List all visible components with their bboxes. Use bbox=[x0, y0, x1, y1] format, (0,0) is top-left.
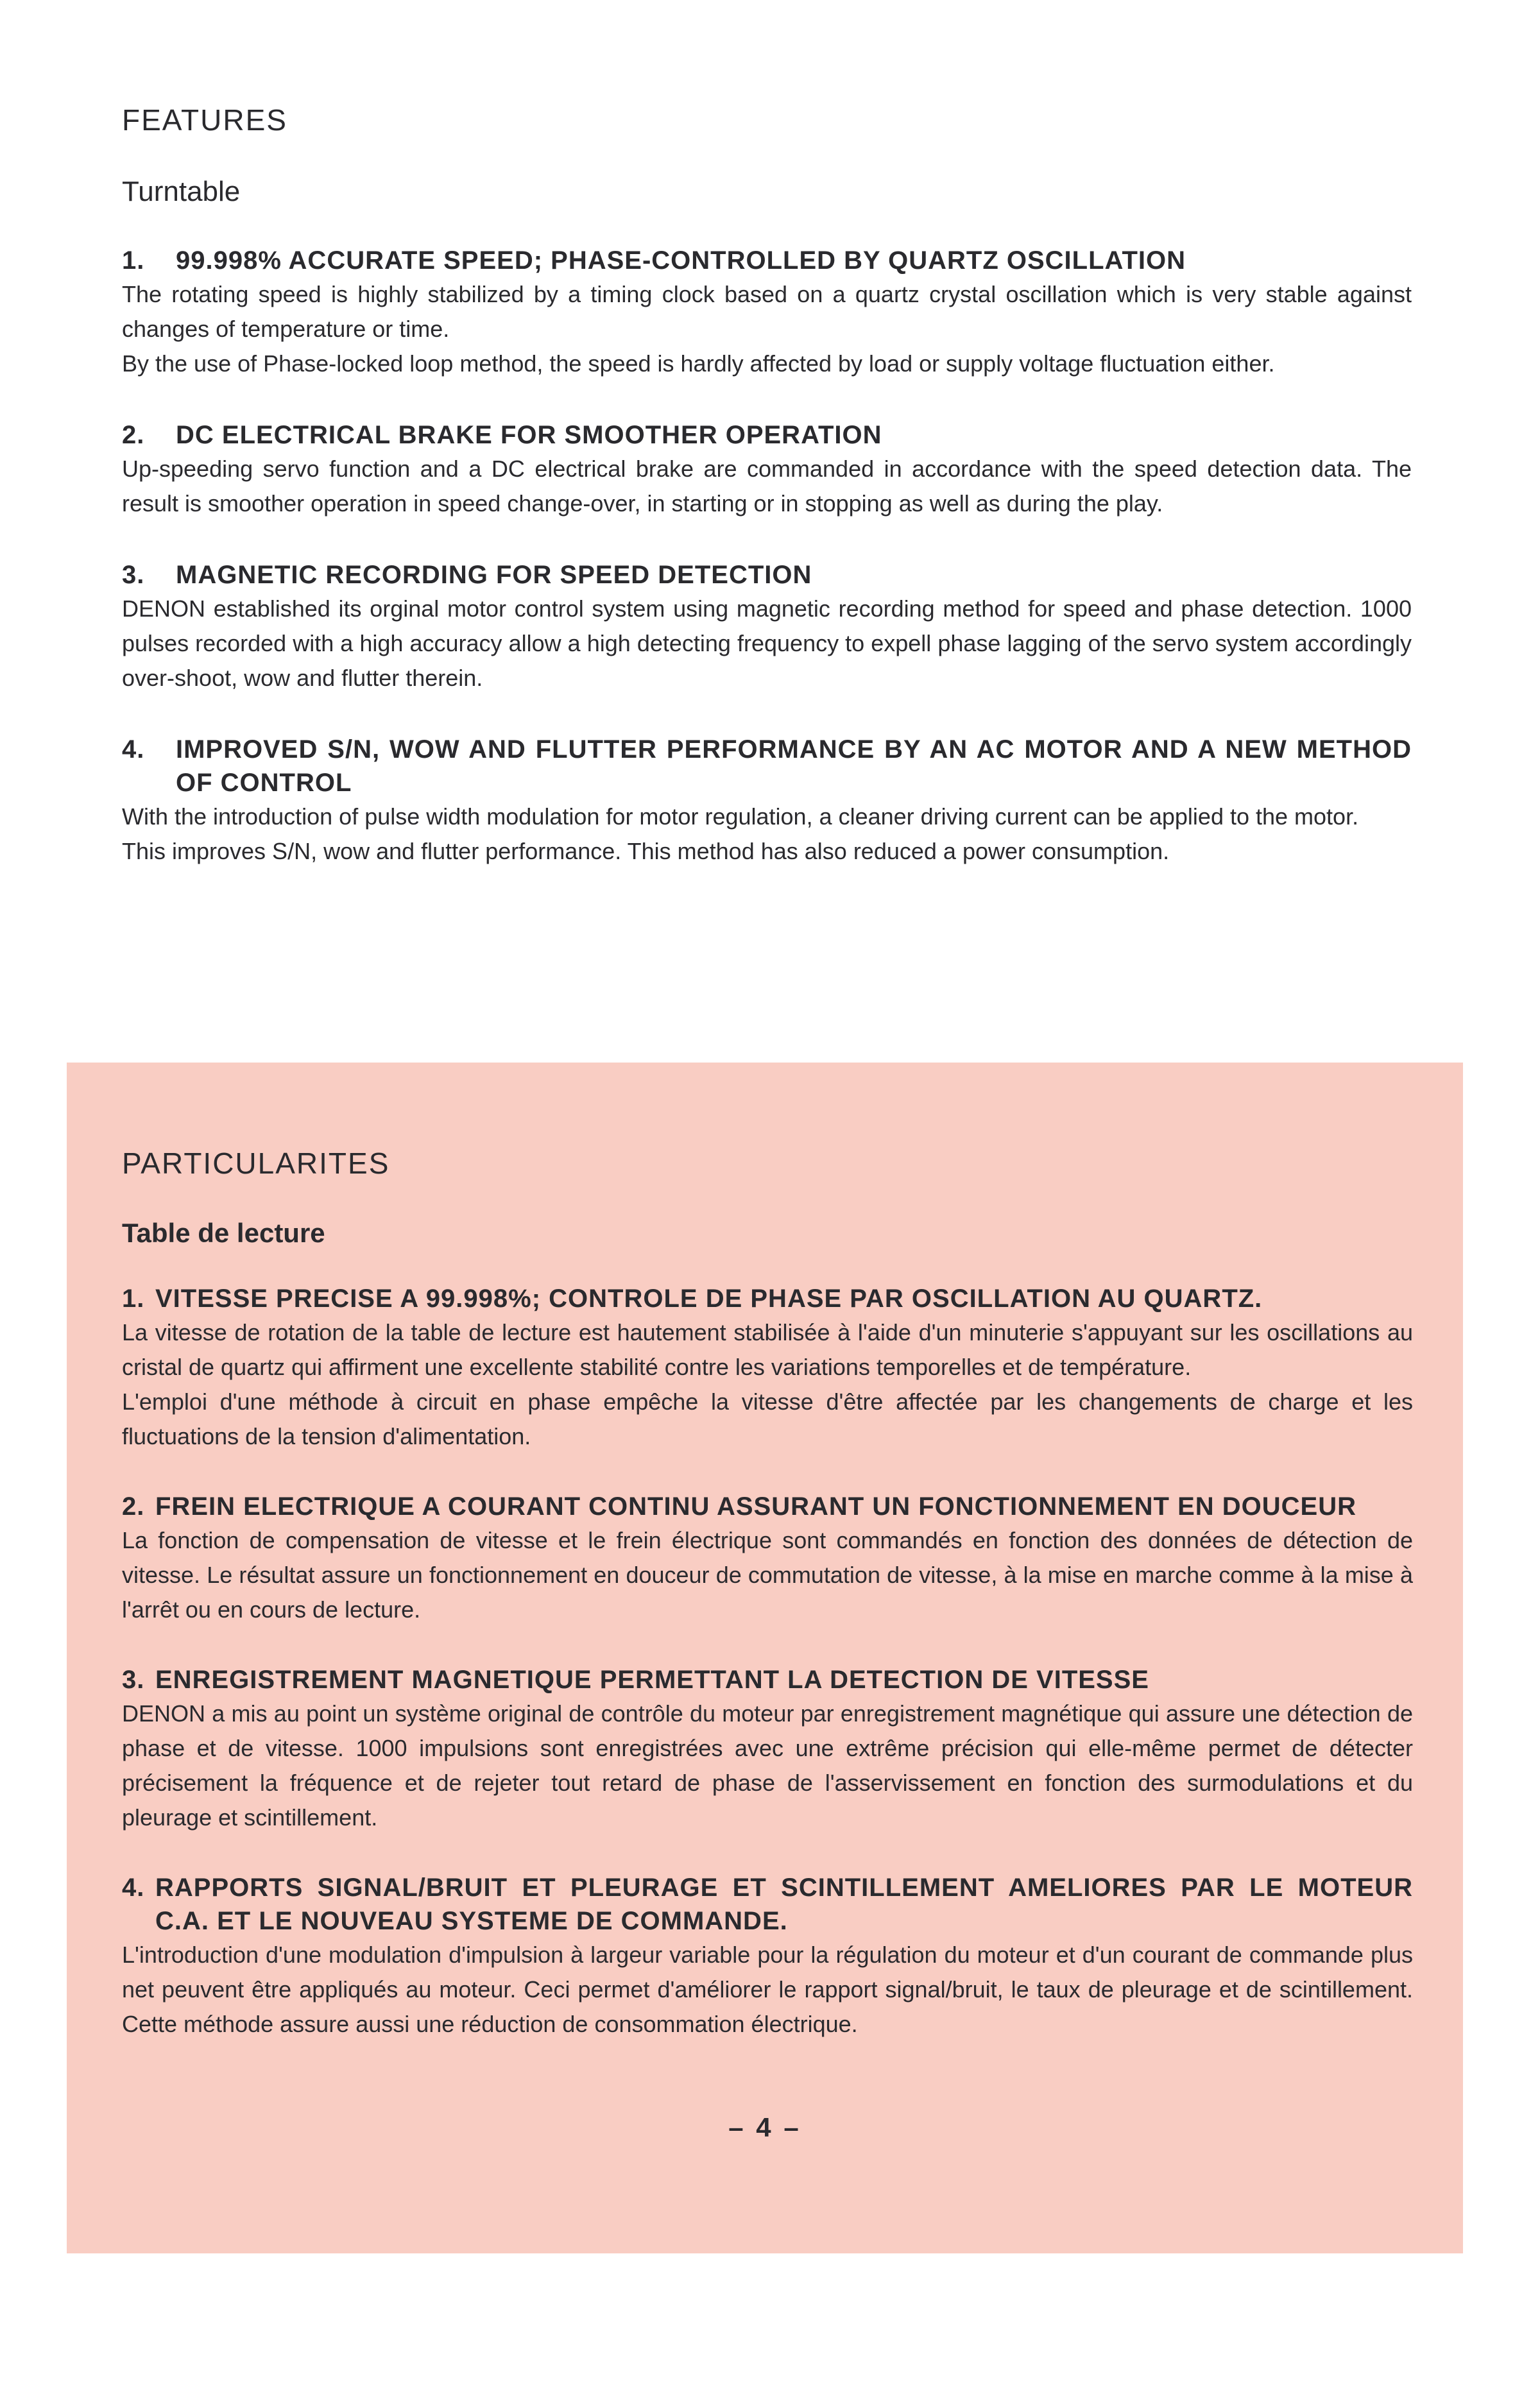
feature-item-4 bbox=[122, 733, 1412, 869]
feature-item-1 bbox=[122, 244, 1412, 381]
item-number: 4. bbox=[122, 735, 145, 764]
body-paragraph: By the use of Phase-locked loop method, the speed is hardly affected by load or supply voltage fluctuation either. bbox=[122, 350, 1275, 377]
feature-body bbox=[122, 1523, 1413, 1627]
heading-text: ENREGISTREMENT MAGNETIQUE PERMETTANT LA DETECTION DE VITESSE bbox=[155, 1666, 1149, 1694]
heading-text: DC ELECTRICAL BRAKE FOR SMOOTHER OPERATION bbox=[176, 421, 882, 449]
body-paragraph: L'introduction d'une modulation d'impulsion à largeur variable pour la régulation du moteur et d'un courant de commande plus net peuvent être appliqués au moteur. Ceci permet d'améliorer le rapport signal/bruit, le taux de pleurage et de scintillement. Cette méthode assure aussi une réduction de consommation électrique. bbox=[122, 1942, 1413, 2037]
subtitle-turntable: Turntable bbox=[122, 176, 241, 207]
feature-heading bbox=[122, 1871, 1413, 1938]
heading-text: MAGNETIC RECORDING FOR SPEED DETECTION bbox=[176, 561, 812, 589]
section-title-particularites: PARTICULARITES bbox=[122, 1147, 390, 1180]
feature-body bbox=[122, 592, 1412, 696]
body-paragraph: Up-speeding servo function and a DC electrical brake are commanded in accordance with the speed detection data. The result is smoother operation in speed change-over, in starting or in stopping as well as during the play. bbox=[122, 456, 1412, 517]
body-paragraph: La vitesse de rotation de la table de lecture est hautement stabilisée à l'aide d'un minuterie s'appuyant sur les oscillations au cristal de quartz qui affirment une excellente stabilité contre les variations temporelles et de température. bbox=[122, 1319, 1413, 1380]
feature-heading bbox=[122, 244, 1412, 277]
feature-body bbox=[122, 277, 1412, 381]
feature-heading bbox=[122, 1282, 1413, 1315]
feature-body bbox=[122, 1315, 1413, 1454]
french-section bbox=[67, 1063, 1463, 2253]
item-number: 4. bbox=[122, 1874, 145, 1902]
feature-item-3 bbox=[122, 558, 1412, 696]
body-paragraph: DENON established its orginal motor control system using magnetic recording method for speed and phase detection. 1000 pulses recorded with a high accuracy allow a high detecting frequency to expell phase lagging of the servo system accordingly over-shoot, wow and flutter therein. bbox=[122, 595, 1412, 691]
body-paragraph: With the introduction of pulse width modulation for motor regulation, a cleaner driving current can be applied to the motor. bbox=[122, 803, 1359, 830]
body-paragraph: The rotating speed is highly stabilized by a timing clock based on a quartz crystal oscillation which is very stable against changes of temperature or time. bbox=[122, 281, 1412, 342]
heading-text: VITESSE PRECISE A 99.998%; CONTROLE DE PHASE PAR OSCILLATION AU QUARTZ. bbox=[155, 1285, 1263, 1313]
item-number: 3. bbox=[122, 561, 145, 589]
english-section bbox=[122, 103, 1412, 906]
feature-item-2 bbox=[122, 418, 1412, 521]
heading-text: FREIN ELECTRIQUE A COURANT CONTINU ASSURANT UN FONCTIONNEMENT EN DOUCEUR bbox=[155, 1492, 1356, 1521]
feature-heading bbox=[122, 1663, 1413, 1696]
body-paragraph: This improves S/N, wow and flutter performance. This method has also reduced a power consumption. bbox=[122, 838, 1170, 864]
feature-body bbox=[122, 1696, 1413, 1835]
particularite-item-1 bbox=[122, 1282, 1413, 1454]
page-number: – 4 – bbox=[728, 2112, 801, 2142]
item-number: 2. bbox=[122, 421, 145, 449]
particularite-item-2 bbox=[122, 1490, 1413, 1627]
feature-heading bbox=[122, 1490, 1413, 1523]
body-paragraph: DENON a mis au point un système original de contrôle du moteur par enregistrement magnétique qui assure une détection de phase et de vitesse. 1000 impulsions sont enregistrées avec une extrême précision qui elle-même permet de détecter précisement la fréquence et de rejeter tout retard de phase de l'asservissement en fonction des surmodulations et du pleurage et scintillement. bbox=[122, 1700, 1413, 1831]
feature-body bbox=[122, 452, 1412, 521]
heading-text: RAPPORTS SIGNAL/BRUIT ET PLEURAGE ET SCINTILLEMENT AMELIORES PAR LE MOTEUR C.A. ET LE NOUVEAU SYSTEME DE COMMANDE. bbox=[155, 1874, 1413, 1935]
body-paragraph: La fonction de compensation de vitesse et le frein électrique sont commandés en fonction des données de détection de vitesse. Le résultat assure un fonctionnement en douceur de commutation de vitesse, à la mise en marche comme à la mise à l'arrêt ou en cours de lecture. bbox=[122, 1527, 1413, 1623]
section-title-features: FEATURES bbox=[122, 103, 287, 137]
feature-heading bbox=[122, 418, 1412, 452]
feature-body bbox=[122, 799, 1412, 869]
item-number: 1. bbox=[122, 246, 145, 275]
body-paragraph: L'emploi d'une méthode à circuit en phase empêche la vitesse d'être affectée par les changements de charge et les fluctuations de la tension d'alimentation. bbox=[122, 1388, 1413, 1449]
particularite-item-4 bbox=[122, 1871, 1413, 2042]
feature-heading bbox=[122, 558, 1412, 592]
french-content bbox=[122, 1146, 1413, 2078]
heading-text: IMPROVED S/N, WOW AND FLUTTER PERFORMANCE BY AN AC MOTOR AND A NEW METHOD OF CONTROL bbox=[176, 735, 1412, 797]
item-number: 3. bbox=[122, 1666, 145, 1694]
item-number: 2. bbox=[122, 1492, 145, 1521]
particularite-item-3 bbox=[122, 1663, 1413, 1835]
feature-heading bbox=[122, 733, 1412, 799]
item-number: 1. bbox=[122, 1285, 145, 1313]
subtitle-table-de-lecture: Table de lecture bbox=[122, 1218, 325, 1248]
heading-text: 99.998% ACCURATE SPEED; PHASE-CONTROLLED BY QUARTZ OSCILLATION bbox=[176, 246, 1186, 275]
feature-body bbox=[122, 1938, 1413, 2042]
